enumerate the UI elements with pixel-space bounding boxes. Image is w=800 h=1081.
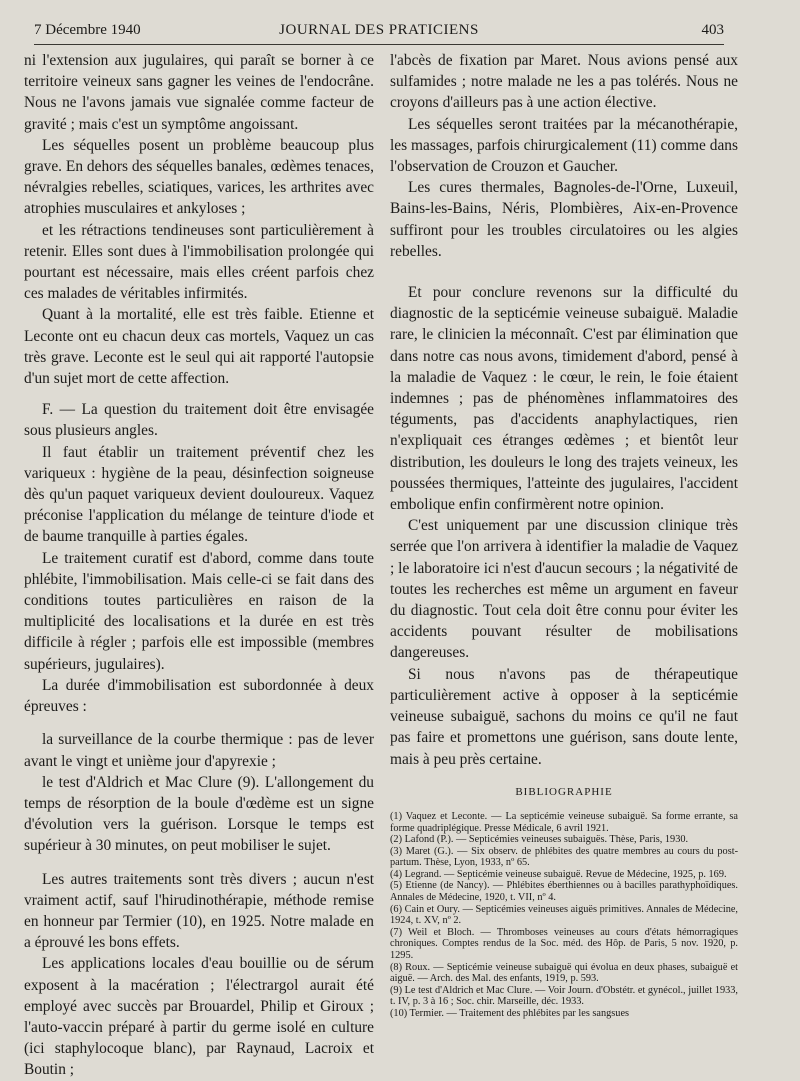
- paragraph: ni l'extension aux jugulaires, qui paraît se borner à ce territoire veineux sans gagner les veines de l'endocrâne. Nous ne l'avons jamais vue signalée comme facteur de gravité ; mais c'est un symptôme angoissant.: [24, 52, 374, 133]
- bibliography-item: (2) Lafond (P.). — Septicémies veineuses subaiguës. Thèse, Paris, 1930.: [390, 834, 689, 846]
- paragraph: et les rétractions tendineuses sont particulièrement à retenir. Elles sont dues à l'immobilisation prolongée qui pourtant est nécessaire, mais elles créent parfois chez ces malades de véritables infirmités.: [24, 221, 374, 303]
- paragraph: Les séquelles seront traitées par la mécanothérapie, les massages, parfois chirurgicalement (11) comme dans l'observation de Crouzon et Gaucher.: [390, 115, 738, 176]
- header-journal-title: JOURNAL DES PRATICIENS: [279, 22, 479, 38]
- paragraph: Il faut établir un traitement préventif chez les variqueux : hygiène de la peau, désinfection soigneuse dès qu'un paquet variqueux devient douloureux. Vaquez préconise l'application du mélange de teinture d'iode et de baume tranquille à parties égales.: [24, 443, 374, 546]
- bibliography-item: (3) Maret (G.). — Six observ. de phlébites des quatre membres au cours du post-partum. Thèse, Lyon, 1933, nº 65.: [390, 845, 738, 869]
- header-date: 7 Décembre 1940: [34, 22, 141, 38]
- left-column: [24, 50, 374, 1081]
- paragraph: Quant à la mortalité, elle est très faible. Etienne et Leconte ont eu chacun deux cas mortels, Vaquez un cas très grave. Leconte est le seul qui ait rapporté l'autopsie d'un sujet mort de cette affection.: [24, 306, 374, 388]
- paragraph: le test d'Aldrich et Mac Clure (9). L'allongement du temps de résorption de la boule d'œdème est un signe d'évolution vers la guérison. Lorsque le temps est supérieur à 30 minutes, on peut mobiliser le sujet.: [24, 773, 374, 855]
- bibliography-item: (9) Le test d'Aldrich et Mac Clure. — Voir Journ. d'Obstétr. et gynécol., juillet 1933, t. IV, p. 3 à 16 ; Soc. chir. Marseille, déc. 1933.: [390, 984, 738, 1008]
- paragraph: Les autres traitements sont très divers ; aucun n'est vraiment actif, sauf l'hirudinothérapie, méthode remise en honneur par Termier (10), en 1925. Notre malade en a éprouvé les bons effets.: [24, 870, 374, 952]
- paragraph: Les cures thermales, Bagnoles-de-l'Orne, Luxeuil, Bains-les-Bains, Néris, Plombières, Aix-en-Provence suffiront pour les troubles circulatoires ou les algies rebelles.: [390, 179, 738, 260]
- paragraph: F. — La question du traitement doit être envisagée sous plusieurs angles.: [24, 401, 374, 440]
- bibliography-item: (6) Cain et Oury. — Septicémies veineuses aiguës primitives. Annales de Médecine, 1924, t. XV, nº 2.: [390, 903, 738, 927]
- bibliography-heading: BIBLIOGRAPHIE: [515, 785, 613, 798]
- header-page-number: 403: [701, 22, 724, 38]
- bibliography-item: (4) Legrand. — Septicémie veineuse subaiguë. Revue de Médecine, 1925, p. 169.: [390, 868, 727, 880]
- bibliography-item: (10) Termier. — Traitement des phlébites par les sangsues: [390, 1008, 630, 1019]
- bibliography-item: (8) Roux. — Septicémie veineuse subaiguë qui évolua en deux phases, subaiguë et aiguë. — Arch. des Mal. des enfants, 1919, p. 593.: [390, 961, 738, 985]
- bibliography-item: (5) Etienne (de Nancy). — Phlébites éberthiennes ou à bacilles parathyphoïdiques. Annales de Médecine, 1920, t. VII, nº 4.: [390, 880, 738, 904]
- paragraph: Le traitement curatif est d'abord, comme dans toute phlébite, l'immobilisation. Mais celle-ci se fait dans des conditions toutes particulières en raison de la multiplicité des localisations et la durée en est très difficile à régler ; parfois elle est impossible (membres supérieurs, jugulaires).: [24, 549, 374, 673]
- paragraph: Et pour conclure revenons sur la difficulté du diagnostic de la septicémie veineuse subaiguë. Maladie rare, le clinicien la méconnaît. C'est par élimination que dans notre cas nous avons, timidement d'abord, pensé à la maladie de Vaquez : le cœur, le rein, le foie étaient indemnes ; pas de phénomènes inflammatoires des téguments, pas d'accidents anaphylactiques, rien n'expliquait ces étranges œdèmes ; et bientôt leur distribution, les douleurs le long des trajets veineux, les poussées thermiques, l'atteinte des jugulaires, l'accident embolique enfin confirmèrent notre opinion.: [390, 284, 738, 514]
- bibliography-list: [390, 811, 738, 1020]
- bibliography-item: (7) Weil et Bloch. — Thromboses veineuses au cours d'états hémorragiques chroniques. Comptes rendus de la Soc. méd. des Hôp. de Paris, 5 nov. 1920, p. 1295.: [390, 926, 738, 962]
- paragraph: C'est uniquement par une discussion clinique très serrée que l'on arrivera à identifier la maladie de Vaquez ; le laboratoire ici n'est d'aucun secours ; la négativité de toutes les recherches est même un argument en faveur du diagnostic. Tout cela doit être connu pour éviter les accidents pouvant résulter de mobilisations dangereuses.: [390, 517, 738, 662]
- page-header: [34, 20, 724, 45]
- right-column: [390, 50, 738, 1020]
- paragraph: l'abcès de fixation par Maret. Nous avions pensé aux sulfamides ; notre malade ne les a pas tolérés. Nous ne croyons d'ailleurs pas à une action élective.: [390, 52, 738, 112]
- paragraph: Les séquelles posent un problème beaucoup plus grave. En dehors des séquelles banales, œdèmes tenaces, névralgies rebelles, sciatiques, varices, les arthrites avec atrophies musculaires et ankyloses ;: [24, 136, 374, 218]
- paragraph: Si nous n'avons pas de thérapeutique particulièrement active à opposer à la septicémie veineuse subaiguë, sachons du moins ce qu'il ne faut pas faire et promettons une guérison, sans doute lente, mais à peu près certaine.: [390, 665, 738, 768]
- paragraph: la surveillance de la courbe thermique : pas de lever avant le vingt et unième jour d'apyrexie ;: [24, 731, 374, 770]
- paragraph: Les applications locales d'eau bouillie ou de sérum exposent à la macération ; l'électrargol aurait été employé avec succès par Brouardel, Philip et Giroux ; l'auto-vaccin préparé à partir du germe isolé en culture (ici staphylocoque blanc), par Raynaud, Lacroix et Boutin ;: [24, 955, 374, 1079]
- bibliography-item: (1) Vaquez et Leconte. — La septicémie veineuse subaiguë. Sa forme errante, sa forme quadriplégique. Presse Médicale, 6 avril 1921.: [390, 810, 738, 834]
- paragraph: La durée d'immobilisation est subordonnée à deux épreuves :: [24, 676, 374, 716]
